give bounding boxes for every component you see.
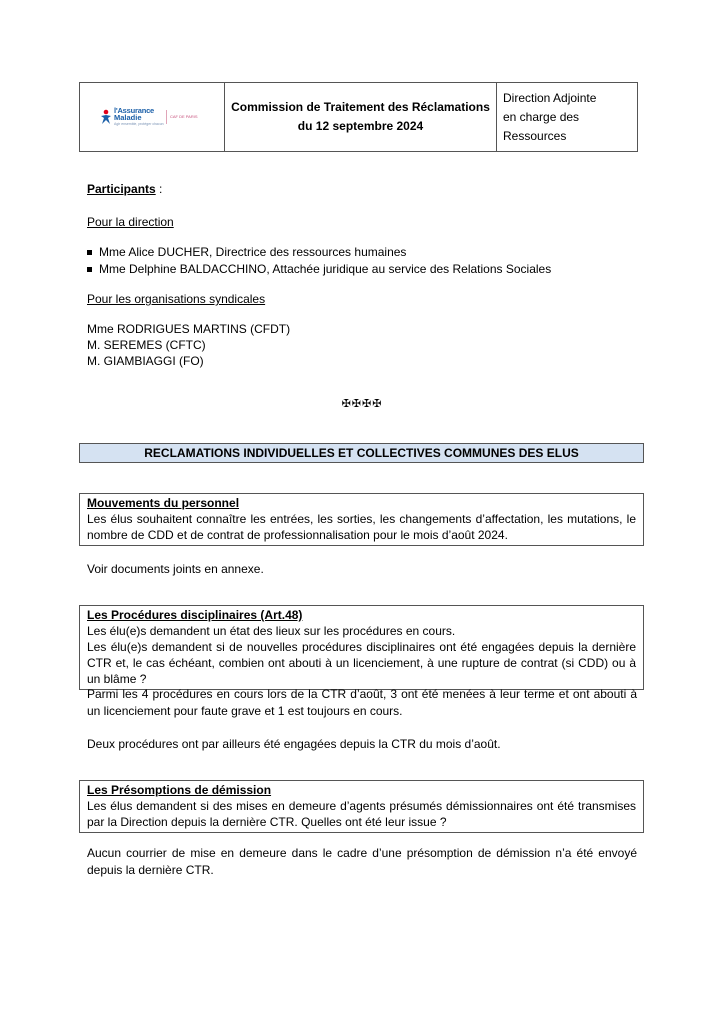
section-question: Les élus demandent si des mises en demeure d’agents présumés démissionnaires ont été transmises par la Direction depuis la dernière CTR. Quelles ont été leur issue ?	[87, 799, 636, 829]
union-member: M. SEREMES (CFTC)	[87, 338, 206, 352]
union-member: Mme RODRIGUES MARTINS (CFDT)	[87, 322, 291, 336]
section-title: Les Présomptions de démission	[87, 783, 272, 797]
section-answer: Parmi les 4 procédures en cours lors de la CTR d’août, 3 ont été menées à leur terme et ont abouti à un licenciement pour faute grave et 1 est toujours en cours.	[87, 687, 637, 718]
section-answer: Deux procédures ont par ailleurs été engagées depuis la CTR du mois d’août.	[87, 737, 501, 751]
direction-line2: en charge des Ressources	[503, 109, 580, 143]
logo-side-text: CAF DE PARIS	[170, 114, 198, 119]
logo-cell	[80, 83, 225, 151]
participants-heading	[87, 181, 162, 197]
list-item: Mme Delphine BALDACCHINO, Attachée juridique au service des Relations Sociales	[87, 261, 551, 278]
logo-figure-icon	[99, 109, 113, 125]
participants-suffix: :	[155, 182, 163, 196]
logo-divider	[166, 110, 167, 124]
commission-title-cell	[225, 83, 497, 151]
section-title: Les Procédures disciplinaires (Art.48)	[87, 608, 303, 622]
section-question: Les élus souhaitent connaître les entrées, les sorties, les changements d’affectation, les mutations, le nombre de CDD et de contrat de professionnalisation pour le mois d’août 2024.	[87, 512, 636, 542]
direction-line1: Direction Adjointe	[503, 90, 597, 105]
commission-title: Commission de Traitement des Réclamations	[231, 100, 490, 114]
section-banner: RECLAMATIONS INDIVIDUELLES ET COLLECTIVES COMMUNES DES ELUS	[79, 443, 644, 463]
unions-heading: Pour les organisations syndicales	[87, 292, 266, 306]
section-title: Mouvements du personnel	[87, 496, 240, 510]
separator-stars: ✠✠✠✠	[341, 398, 383, 410]
section-answer: Voir documents joints en annexe.	[87, 562, 264, 576]
assurance-maladie-logo	[99, 107, 211, 129]
question-box-presomptions	[79, 780, 644, 833]
question-box-mouvements	[79, 493, 644, 546]
section-question: Les élu(e)s demandent un état des lieux sur les procédures en cours.	[87, 624, 456, 638]
question-box-procedures	[79, 605, 644, 690]
participants-label: Participants	[87, 182, 156, 196]
direction-cell	[497, 83, 637, 151]
commission-date: du 12 septembre 2024	[297, 119, 424, 133]
logo-text-line1: l'Assurance	[114, 106, 155, 115]
list-item: Mme Alice DUCHER, Directrice des ressources humaines	[87, 244, 551, 261]
direction-heading: Pour la direction	[87, 215, 174, 229]
document-header-table	[79, 82, 638, 152]
section-answer: Aucun courrier de mise en demeure dans le cadre d’une présomption de démission n’a été envoyé depuis la dernière CTR.	[87, 846, 637, 877]
logo-tagline: Agir ensemble, protéger chacun	[114, 122, 164, 126]
direction-members-list	[87, 244, 551, 278]
logo-text-line2: Maladie	[114, 113, 142, 122]
union-member: M. GIAMBIAGGI (FO)	[87, 354, 204, 368]
section-question: Les élu(e)s demandent si de nouvelles procédures disciplinaires ont été engagées depuis la dernière CTR et, le cas échéant, combien ont abouti à un licenciement, à une rupture de contrat (si CDD) ou à un blâme ?	[87, 640, 636, 686]
